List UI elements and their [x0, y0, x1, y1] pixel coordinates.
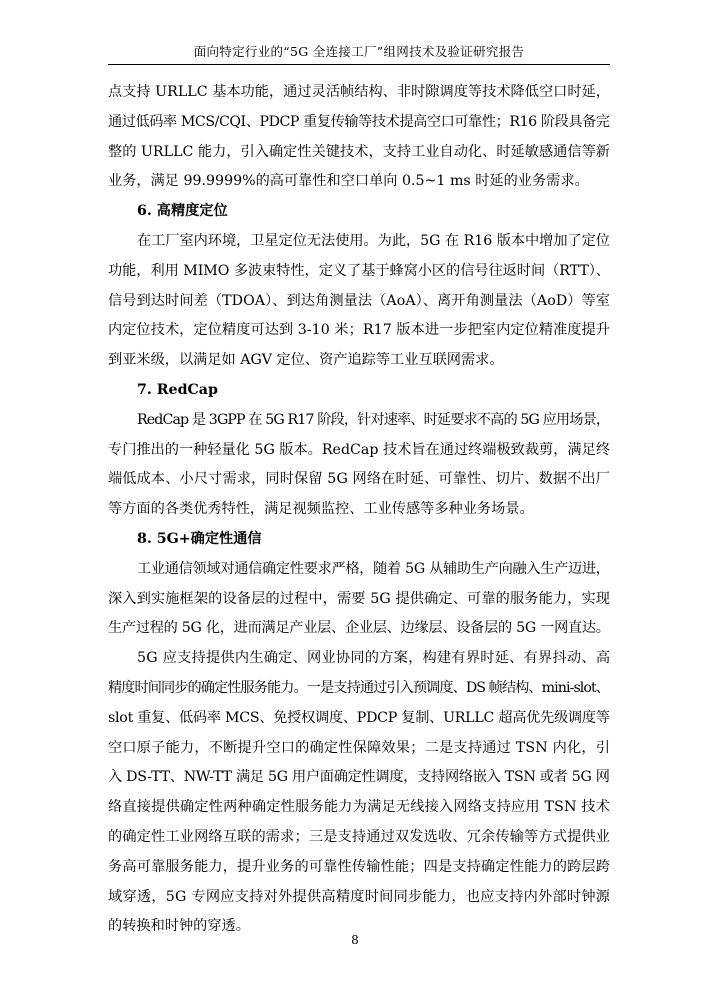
- paragraph-line: 工业通信领域对通信确定性要求严格，随着 5G 从辅助生产向融入生产迈进，: [137, 560, 610, 577]
- header-divider: [108, 64, 610, 65]
- section-heading: 7. RedCap: [137, 381, 218, 398]
- document-body: [108, 78, 610, 942]
- paragraph-line: 业务，满足 99.9999%的高可靠性和空口单向 0.5~1 ms 时延的业务需求。: [108, 173, 589, 190]
- paragraph-line: 通过低码率 MCS/CQI、PDCP 重复传输等技术提高空口可靠性；R16 阶段具备完: [108, 113, 610, 130]
- paragraph-line: 点支持 URLLC 基本功能，通过灵活帧结构、非时隙调度等技术降低空口时延，: [108, 84, 611, 100]
- paragraph-line: 空口原子能力，不断提升空口的确定性保障效果；二是支持通过 TSN 内化，引: [108, 739, 611, 756]
- section-heading: 6. 高精度定位: [137, 203, 228, 220]
- page-number: 8: [351, 933, 359, 947]
- paragraph-line: 在工厂室内环境，卫星定位无法使用。为此，5G 在 R16 版本中增加了定位: [137, 232, 610, 249]
- running-header: 面向特定行业的“5G 全连接工厂”组网技术及验证研究报告: [193, 44, 525, 59]
- body-paragraph: [108, 555, 610, 644]
- paragraph-line: 精度时间同步的确定性服务能力。一是支持通过引入预调度、DS 帧结构、mini-slot、: [108, 679, 610, 696]
- paragraph-line: 信号到达时间差（TDOA）、到达角测量法（AoA）、离开角测量法（AoD）等室: [108, 292, 611, 309]
- paragraph-line: 生产过程的 5G 化，进而满足产业层、企业层、边缘层、设备层的 5G 一网直达。: [108, 620, 610, 637]
- section-heading: 8. 5G+确定性通信: [137, 530, 262, 547]
- paragraph-line: 等方面的各类优秀特性，满足视频监控、工业传感等多种业务场景。: [108, 501, 534, 518]
- paragraph-line: 务高可靠服务能力，提升业务的可靠性传输性能；四是支持确定性能力的跨层跨: [108, 858, 611, 875]
- paragraph-line: 专门推出的一种轻量化 5G 版本。RedCap 技术旨在通过终端极致裁剪，满足终: [108, 441, 611, 458]
- paragraph-line: 域穿透，5G 专网应支持对外提供高精度时间同步能力，也应支持内外部时钟源: [108, 888, 611, 905]
- paragraph-line: 的转换和时钟的穿透。: [108, 918, 250, 935]
- paragraph-line: 整的 URLLC 能力，引入确定性关键技术，支持工业自动化、时延敏感通信等新: [108, 143, 611, 160]
- paragraph-line: slot 重复、低码率 MCS、免授权调度、PDCP 复制、URLLC 超高优先级调度等: [108, 709, 610, 726]
- paragraph-line: 内定位技术，定位精度可达到 3-10 米；R17 版本进一步把室内定位精准度提升: [108, 322, 611, 339]
- paragraph-line: RedCap 是 3GPP 在 5G R17 阶段，针对速率、时延要求不高的 5G 应用场景，: [137, 411, 610, 428]
- paragraph-line: 5G 应支持提供内生确定、网业协同的方案，构建有界时延、有界抖动、高: [137, 650, 611, 667]
- body-paragraph: [108, 644, 610, 942]
- body-paragraph: [108, 78, 610, 197]
- paragraph-line: 到亚米级，以满足如 AGV 定位、资产追踪等工业互联网需求。: [108, 352, 504, 369]
- body-paragraph: [108, 227, 610, 376]
- paragraph-line: 深入到实施框架的设备层的过程中，需要 5G 提供确定、可靠的服务能力，实现: [108, 590, 611, 607]
- body-paragraph: [108, 406, 610, 525]
- paragraph-line: 入 DS-TT、NW-TT 满足 5G 用户面确定性调度，支持网络嵌入 TSN 或者 5G 网: [108, 769, 610, 786]
- paragraph-line: 端低成本、小尺寸需求，同时保留 5G 网络在时延、可靠性、切片、数据不出厂: [108, 471, 611, 488]
- paragraph-line: 的确定性工业网络互联的需求；三是支持通过双发选收、冗余传输等方式提供业: [108, 828, 611, 845]
- paragraph-line: 络直接提供确定性两种确定性服务能力为满足无线接入网络支持应用 TSN 技术: [108, 799, 611, 816]
- paragraph-line: 功能，利用 MIMO 多波束特性，定义了基于蜂窝小区的信号往返时间（RTT）、: [108, 262, 610, 279]
